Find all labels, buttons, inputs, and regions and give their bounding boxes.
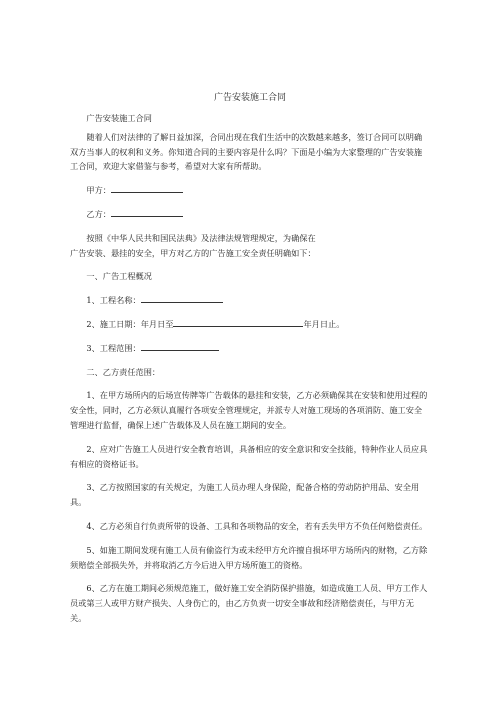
clause-1: 1、在甲方场所内的后场宣传牌等广告载体的悬挂和安装，乙方必须确保其在安装和使用过程的安全性，同时，乙方必须认真履行各项安全管理规定，并派专人对施工现场的各项消防、施工安全管理进行监督，确保上述广告载体及人员在施工期间的安全。 <box>70 390 428 430</box>
party-b-label: 乙方： <box>86 208 111 219</box>
item-2-line <box>70 317 430 332</box>
clause-5: 5、如施工期间发现有施工人员有偷盗行为或未经甲方允许擅自损坏甲方场所内的财物，乙方除须赔偿全部损失外，并将取消乙方今后进入甲方场所施工的资格。 <box>70 544 428 570</box>
party-a-line <box>70 183 430 198</box>
item-3-line <box>70 341 430 356</box>
item-2-label-end: 年月日止。 <box>303 318 345 329</box>
section-1-heading: 一、广告工程概况 <box>86 271 152 282</box>
intro-paragraph: 随着人们对法律的了解日益加深，合同出现在我们生活中的次数越来越多，签订合同可以明确双方当事人的权利和义务。你知道合同的主要内容是什么吗？下面是小编为大家整理的广告安装施工合同，欢迎大家借鉴与参考，希望对大家有所帮助。 <box>70 131 423 172</box>
item-3-label: 3、工程范围： <box>86 342 141 353</box>
basis-paragraph-line2: 广告安装、悬挂的安全，甲方对乙方的广告施工安全责任明确如下： <box>70 247 316 258</box>
basis-paragraph-line1: 按照《中华人民共和国民法典》及法律法规管理规定，为确保在 <box>86 232 316 243</box>
date-range-blank <box>173 317 303 327</box>
clause-2: 2、应对广告施工人员进行安全教育培训，具备相应的安全意识和安全技能，特种作业人员应具有相应的资格证书。 <box>70 443 428 469</box>
item-1-line <box>70 293 430 308</box>
project-scope-blank <box>141 341 219 351</box>
project-name-blank <box>141 293 223 303</box>
party-b-line <box>70 207 430 222</box>
document-body <box>70 111 430 626</box>
document-subtitle: 广告安装施工合同 <box>86 113 152 123</box>
document-title: 广告安装施工合同 <box>213 93 286 103</box>
clause-4: 4、乙方必须自行负责所带的设备、工具和各项物品的安全，若有丢失甲方不负任何赔偿责任。 <box>86 520 428 531</box>
item-2-label-start: 2、施工日期：年月日至 <box>86 318 174 329</box>
clause-6: 6、乙方在施工期间必须规范施工，做好施工安全消防保护措施，如造成施工人员、甲方工作人员或第三人或甲方财产损失、人身伤亡的，由乙方负责一切安全事故和经济赔偿责任，与甲方无关。 <box>70 583 428 623</box>
party-a-blank <box>111 183 183 193</box>
party-a-label: 甲方： <box>86 185 111 196</box>
section-2-heading: 二、乙方责任范围： <box>86 366 161 377</box>
party-b-blank <box>111 207 183 217</box>
clause-3: 3、乙方按照国家的有关规定，为施工人员办理人身保险，配备合格的劳动防护用品、安全用具。 <box>70 482 420 508</box>
item-1-label: 1、工程名称： <box>86 295 141 306</box>
